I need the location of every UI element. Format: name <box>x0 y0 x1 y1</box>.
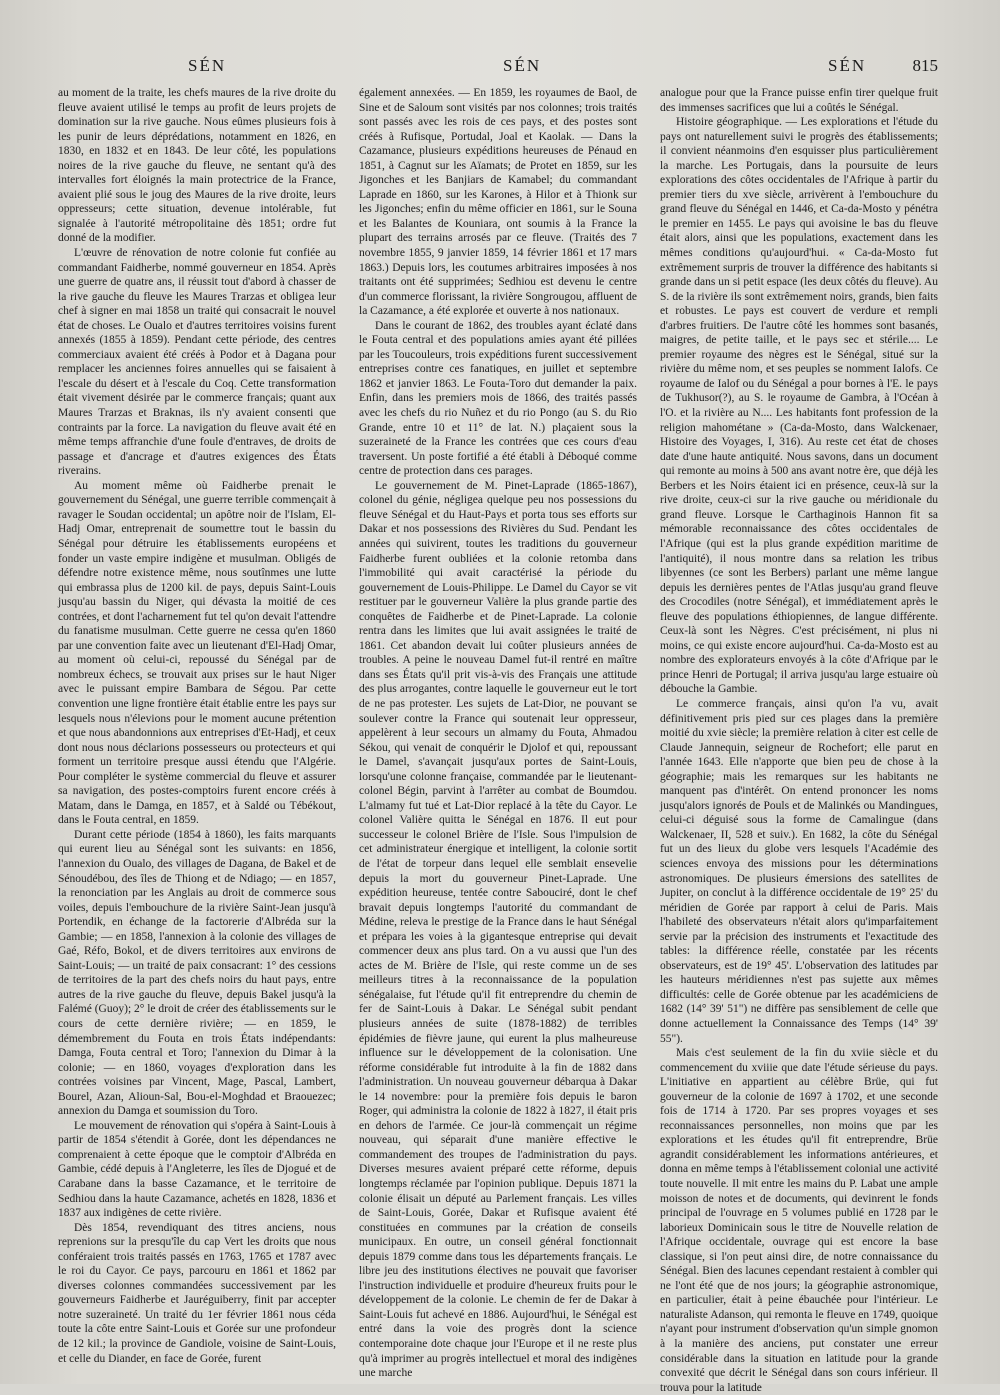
paragraph: au moment de la traite, les chefs maures de la rive droite du fleuve avaient utilisé le temps au profit de leurs projets de domination sur la rive gauche. Nous eûmes plusieurs fois à les punir de leurs déprédations, notamment en 1826, en 1830, en 1832 et en 1843. De leur côté, les populations noires de la rive gauche du fleuve, ne sentant qu'à des intervalles fort éloignés la main protectrice de la France, avaient plié sous le joug des Maures de la rive droite, leurs oppresseurs; cette situation, devenue intolérable, fut signalée à l'autorité métropolitaine dès 1851; ordre fut donné de la modifier. <box>58 87 336 245</box>
paragraph: Durant cette période (1854 à 1860), les faits marquants qui eurent lieu au Sénégal sont les suivants: en 1856, l'annexion du Oualo, des villages de Dagana, de Bakel et de Sénoudébou, des îles de Thiong et de Ndiago; — en 1857, la renonciation par les Anglais au droit de commerce sous voiles, depuis l'embouchure de la rivière Saint-Jean jusqu'à Portendik, en échange de la factorerie d'Albréda sur la Gambie; — en 1858, l'annexion à la colonie des villages de Gaé, Réfo, Bokol, et de divers territoires aux environs de Saint-Louis; — un traité de paix consacrant: 1° des cessions de territoires de la part des chefs noirs du haut pays, entre autres de la rive gauche du fleuve, depuis Bakel jusqu'à la Falémé (Guoy); 2° le droit de créer des établissements sur le cours de cette dernière rivière; — en 1859, le démembrement du Fouta en trois États indépendants: Damga, Fouta central et Toro; l'annexion du Dimar à la colonie; — en 1860, voyages d'exploration dans les contrées voisines par Vincent, Mage, Pascal, Lambert, Bourel, Azan, Alioun-Sal, Bou-el-Moghdad et Braouezec; annexion du Damga et soumission du Toro. <box>58 828 336 1118</box>
paragraph: également annexées. — En 1859, les royaumes de Baol, de Sine et de Saloum sont visités par nos colonnes; trois traités sont passés avec les rois de ces pays, et des postes sont créés à Rufisque, Portudal, Joal et Kaolak. — Dans la Cazamance, plusieurs expéditions heureuses de Pénaud en 1851, à Cagnut sur les Aïamats; de Protet en 1859, sur les Jigonches et les Banjiars de Kamabel; du commandant Laprade en 1860, sur les Karones, à Hilor et à Thionk sur les Jigonches; enfin du même officier en 1861, sur le Souna et les Balantes de Kouniara, ont soumis à la France la plupart des terrains arrosés par ce fleuve. (Traités des 7 novembre 1855, 9 janvier 1859, 14 février 1861 et 17 mars 1863.) Depuis lors, les coutumes arbitraires imposées à nos traitants ont été supprimées; Sedhiou est devenu le centre d'un commerce florissant, la rivière Songrougou, affluent de la Cazamance, a été explorée et ouverte à nos nationaux. <box>359 87 637 318</box>
paragraph: L'œuvre de rénovation de notre colonie fut confiée au commandant Faidherbe, nommé gouverneur en 1854. Après une guerre de quatre ans, il réussit tout d'abord à chasser de la rive gauche du fleuve les Maures Trarzas et obligea leur chef à signer en mai 1858 un traité qui consacrait le nouvel état de choses. Le Oualo et d'autres territoires voisins furent annexés (1855 à 1859). Pendant cette période, des centres commerciaux avaient été créés à Podor et à Dagana pour remplacer les anciennes foires annuelles qui se faisaient à l'escale du désert et à l'escale du Coq. Cette transformation était vivement désirée par le commerce français; quant aux Maures Trarzas et Braknas, ils n'y avaient consenti que contraints par la force. La navigation du fleuve avait été en même temps affranchie d'une foule d'entraves, de droits de passage et d'ancrage et d'autres exigences des États riverains. <box>58 247 336 478</box>
header-right-word: SÉN <box>828 56 867 75</box>
column-left <box>58 86 336 1366</box>
page-number: 815 <box>912 56 938 75</box>
paragraph: Dans le courant de 1862, des troubles ayant éclaté dans le Fouta central et des populations amies ayant été pillées par les Toucouleurs, trois expéditions furent successivement entreprises contre ces fanatiques, en juillet et septembre 1862 et janvier 1863. Le Fouta-Toro dut demander la paix. Enfin, dans les premiers mois de 1866, des traités passés avec les chefs du rio Nuñez et du rio Pongo (au S. du Rio Grande, entre 10 et 11° de lat. N.) plaçaient sous la suzeraineté de la France les contrées que ces cours d'eau traversent. Un poste fortifié a été établi à Déboqué comme centre de protection dans ces parages. <box>359 319 637 478</box>
paragraph: Mais c'est seulement de la fin du xviie siècle et du commencement du xviiie que date l'étude sérieuse du pays. L'initiative en appartient au célèbre Brüe, qui fut gouverneur de la colonie de 1697 à 1702, et une seconde fois de 1714 à 1720. Par ses propres voyages et ses reconnaissances personnelles, non moins que par les explorations et les études qu'il fit entreprendre, Brüe agrandit considérablement les informations antérieures, et donna en même temps à l'établissement colonial une activité toute nouvelle. Il mit entre les mains du P. Labat une ample moisson de notes et de documents, qui devinrent le fonds principal de l'ouvrage en 5 volumes publié en 1728 par le laborieux Dominicain sous le titre de Nouvelle relation de l'Afrique occidentale, ouvrage qui est encore la base classique, si l'on peut ainsi dire, de notre connaissance du Sénégal. Bien des lacunes cependant restaient à combler qui ne l'ont été que de nos jours; la géographie astronomique, en particulier, était à peine ébauchée pour l'intérieur. Le naturaliste Adanson, qui remonta le fleuve en 1749, quoique n'ayant pour instrument d'observation qu'un simple gnomon à la manière des anciens, put constater une erreur considérable dans la situation en latitude pour la grande convexité que décrit le Sénégal dans son cours inférieur. Il trouva pour la latitude <box>660 1047 938 1394</box>
column-center <box>359 86 637 1380</box>
paragraph: Dès 1854, revendiquant des titres anciens, nous reprenions sur la presqu'île du cap Vert les droits que nous conféraient trois traités passés en 1763, 1765 et 1787 avec le roi du Cayor. Ce pays, parcouru en 1861 et 1862 par diverses colonnes commandées successivement par les gouverneurs Faidherbe et Jauréguiberry, finit par accepter notre suzeraineté. Un traité du 1er février 1861 nous céda toute la côte entre Saint-Louis et Gorée sur une profondeur de 12 kil.; la province de Gandiole, voisine de Saint-Louis, et celle du Diander, en face de Gorée, furent <box>58 1221 336 1365</box>
column-right <box>660 86 938 1394</box>
header-left-word: SÉN <box>188 56 227 75</box>
text-columns <box>58 86 938 1394</box>
paragraph: analogue pour que la France puisse enfin tirer quelque fruit des immenses sacrifices que lui a coûtés le Sénégal. <box>660 87 938 114</box>
paragraph: Le commerce français, ainsi qu'on l'a vu, avait définitivement pris pied sur ces plages dans la première moitié du xvie siècle; la première relation à citer est celle de Claude Jannequin, seigneur de Rochefort; elle parut en l'année 1643. Elle n'apporte que bien peu de chose à la géographie; mais les remarques sur les habitants ne manquent pas d'intérêt. On entend prononcer les noms jusqu'alors ignorés de Pouls et de Malinkés ou Mandingues, celui-ci déguisé sous la forme de Camalingue (dans Walckenaer, II, 528 et suiv.). En 1682, la côte du Sénégal fut un des lieux du globe vers lesquels l'Académie des sciences envoya des missions pour les déterminations astronomiques. De plusieurs émersions des satellites de Jupiter, on conclut à la différence occidentale de 19° 25' du méridien de Gorée par rapport à celui de Paris. Mais l'habileté des observateurs n'était alors qu'imparfaitement servie par la précision des instruments et l'exactitude des tables: la différence réelle, constatée par les récents observateurs, est de 19° 45'. L'observation des latitudes par les hauteurs méridiennes n'est pas sujette aux mêmes difficultés: celle de Gorée obtenue par les académiciens de 1682 (14° 39' 51") ne diffère pas sensiblement de celle que donne actuellement la Connaissance des Temps (14° 39' 55"). <box>660 697 938 1045</box>
header-center-word: SÉN <box>503 56 542 75</box>
paragraph: Au moment même où Faidherbe prenait le gouvernement du Sénégal, une guerre terrible commençait à ravager le Soudan occidental; un apôtre noir de l'Islam, El-Hadj Omar, entreprenait de soumettre tout le bassin du Sénégal pour détruire les établissements européens et fonder un vaste empire indigène et musulman. Obligés de défendre notre existence même, nous soutînmes une lutte qui embrassa plus de 1200 kil. de pays, depuis Saint-Louis jusqu'au bassin du Niger, qui dévasta la moitié de ces contrées, et dont l'acharnement fut tel qu'on devait l'attendre du fanatisme musulman. Cette guerre ne cessa qu'en 1860 par une convention faite avec un lieutenant d'El-Hadj Omar, au moment où celui-ci, repoussé du Sénégal par de nombreux échecs, se trouvait aux prises sur le haut Niger avec le puissant empire Bambara de Ségou. Par cette convention une ligne frontière était établie entre les pays sur lesquels nous n'élevions pour le moment aucune prétention et que nous abandonnions aux entreprises d'Et-Hadj, et ceux dont nous nous déclarions possesseurs ou protecteurs et qui forment un territoire presque aussi étendu que l'Algérie. Pour compléter le système commercial du fleuve et assurer sa navigation, des postes-comptoirs furent encore créés à Matam, dans le Damga, en 1857, et à Saldé ou Tébékout, dans le Fouta central, en 1859. <box>58 479 336 827</box>
running-header <box>58 56 938 82</box>
paragraph: Le gouvernement de M. Pinet-Laprade (1865-1867), colonel du génie, négligea quelque peu nos possessions du fleuve Sénégal et du Haut-Pays et porta tous ses efforts sur Dakar et nos possessions des Rivières du Sud. Pendant les années qui suivirent, toutes les traditions du gouverneur Faidherbe furent oubliées et la colonie retomba dans l'immobilité qui avait caractérisé la période du gouvernement de Louis-Philippe. Le Damel du Cayor se vit restituer par le gouverneur Valière la plus grande partie des conquêtes de Faidherbe et de Pinet-Laprade. La colonie rentra dans les limites que lui avait assignées le traité de 1861. Cet abandon devait lui coûter plusieurs années de troubles. A peine le nouveau Damel fut-il rentré en maître dans ses États qu'il prit vis-à-vis des Français une attitude des plus arrogantes, contre laquelle le gouverneur eut le tort de ne pas protester. Les sujets de Lat-Dior, ne pouvant se soulever contre la France qui soutenait leur oppresseur, appelèrent à leur secours un almamy du Fouta, Ahmadou Sékou, qui venait de conquérir le Djolof et qui, repoussant le Damel, s'avançait jusqu'aux portes de Saint-Louis, lorsqu'une colonne française, commandée par le lieutenant-colonel Bégin, parvint à l'arrêter au combat de Boumdou. L'almamy fut tué et Lat-Dior replacé à la tête du Cayor. Le colonel Valière quitta le Sénégal en 1876. Il eut pour successeur le colonel Brière de l'Isle. Sous l'impulsion de cet administrateur énergique et intelligent, la colonie sortit de l'état de torpeur dans lequel elle semblait ensevelie depuis la mort du gouverneur Pinet-Laprade. Une expédition heureuse, tentée contre Sabouciré, dont le chef bravait depuis longtemps l'autorité du commandant de Médine, releva le prestige de la France dans le haut Sénégal et prépara les voies à la gigantesque entreprise qui devait commencer deux ans plus tard. On a vu aussi que l'un des actes de M. Brière de l'Isle, qui reste comme un de ses meilleurs titres à la reconnaissance de la population sénégalaise, fut l'étude qu'il fit entreprendre du chemin de fer de Saint-Louis à Dakar. Le Sénégal subit pendant plusieurs années de suite (1878-1882) de terribles épidémies de fièvre jaune, qui eurent la plus malheureuse influence sur le développement de la colonisation. Une réforme considérable fut introduite à la fin de 1882 dans l'administration. Un nouveau gouverneur débarqua à Dakar le 14 novembre: pour la première fois depuis le baron Roger, qui administra la colonie de 1822 à 1827, il était pris en dehors de l'armée. Ce jour-là commençait un régime nouveau, qui séparait d'une manière effective le commandement des troupes de l'administration du pays. Diverses mesures avaient préparé cette réforme, depuis longtemps réclamée par l'opinion publique. Depuis 1871 la colonie élisait un député au Parlement français. Les villes de Saint-Louis, Gorée, Dakar et Rufisque avaient été constituées en communes par la création de conseils municipaux. En outre, un conseil général fonctionnait depuis 1879 comme dans tous les départements français. Le libre jeu des institutions électives ne pouvait que favoriser l'instruction individuelle et produire d'heureux fruits pour le développement de la colonie. Le chemin de fer de Dakar à Saint-Louis fut achevé en 1886. Aujourd'hui, le Sénégal est entré dans la voie des progrès dont la science contemporaine dote chaque jour l'Europe et il ne reste plus qu'à imprimer au progrès intellectuel et moral des indigènes une marche <box>359 479 637 1380</box>
paragraph: Le mouvement de rénovation qui s'opéra à Saint-Louis à partir de 1854 s'étendit à Gorée, dont les dépendances ne comprenaient à cette époque que le comptoir d'Albréda en Gambie, cédé depuis à l'Angleterre, les îles de Djogué et de Carabane dans la basse Cazamance, et le territoire de Sedhiou dans la haute Cazamance, achetés en 1828, 1836 et 1837 aux indigènes de cette rivière. <box>58 1119 336 1220</box>
paragraph: Histoire géographique. — Les explorations et l'étude du pays ont naturellement suivi le progrès des établissements; il convient néanmoins d'en esquisser plus particulièrement la marche. Les Portugais, dans la poursuite de leurs explorations des côtes occidentales de l'Afrique à partir du premier tiers du xve siècle, arrivèrent à l'embouchure du grand fleuve du Sénégal en 1446, et Ca-da-Mosto y pénétra le premier en 1455. Le pays qui avoisine le bas du fleuve était alors, ainsi que les populations, exactement dans les mêmes conditions qu'aujourd'hui. « Ca-da-Mosto fut extrêmement surpris de trouver la différence des habitants si grande dans un si petit espace (les deux côtés du fleuve). Au S. de la rivière ils sont extrêmement noirs, grands, bien faits et robustes. Le pays est couvert de verdure et rempli d'arbres fruitiers. De l'autre côté les hommes sont basanés, maigres, de petite taille, et le pays sec et stérile.... Le premier royaume des nègres est le Sénégal, situé sur la rivière du même nom, et ses peuples se nomment Ialofs. Ce royaume de Ialof ou du Sénégal a pour bornes à l'E. le pays de Tukhusor(?), au S. le royaume de Gambra, à l'Océan à l'O. et la rivière au N.... Les habitants font profession de la religion mahométane » (Ca-da-Mosto, dans Walckenaer, Histoire des Voyages, I, 316). Au reste cet état de choses date d'une haute antiquité. Nous savons, dans un document qui remonte au moins à 500 ans avant notre ère, que déjà les Berbers et les Noirs étaient ici en présence, ceux-là sur la rive droite, ceux-ci sur la rive gauche ou méridionale du grand fleuve. Lorsque le Carthaginois Hannon fit sa mémorable reconnaissance des côtes occidentales de l'Afrique (qui est la plus grande expédition maritime de l'antiquité), il nous montre dans sa relation les tribus libyennes (ce sont les Berbers) parlant une même langue depuis les dernières pentes de l'Atlas jusqu'au grand fleuve des Crocodiles (notre Sénégal), et immédiatement après le fleuve des populations éthiopiennes, de langue différente. Ceux-là sont les Nègres. C'est précisément, ni plus ni moins, ce qui existe encore aujourd'hui. Ca-da-Mosto est au nombre des explorateurs envoyés à la côte d'Afrique par le prince Henri de Portugal; il arriva jusqu'au large estuaire où débouche la Gambie. <box>660 116 938 696</box>
